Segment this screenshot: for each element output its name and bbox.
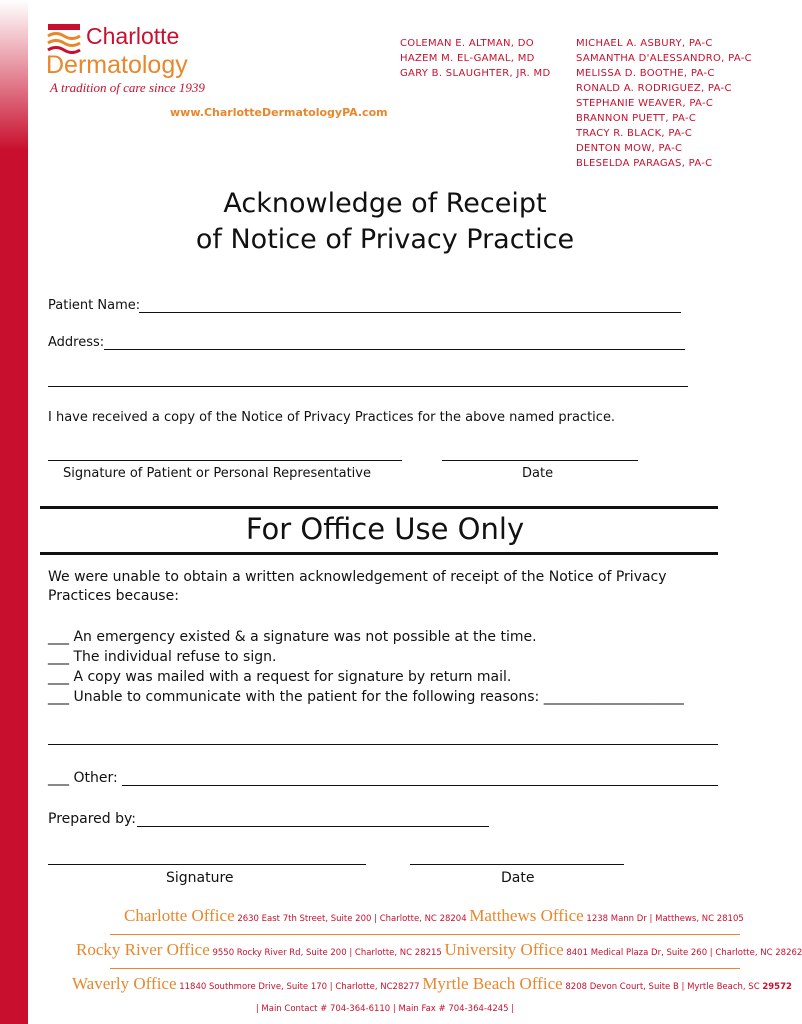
main-contact: Main Contact # 704-364-6110 (261, 1004, 391, 1014)
assistant-list (576, 36, 752, 171)
signature-label: Signature of Patient or Personal Representative (63, 466, 371, 481)
staff-date-label: Date (501, 870, 535, 886)
office-top-rule (40, 506, 718, 509)
assistant-name: SAMANTHA D'ALESSANDRO, PA-C (576, 53, 752, 64)
location-address: 9550 Rocky River Rd, Suite 200 (212, 948, 347, 958)
patient-signature-field[interactable] (48, 460, 402, 461)
staff-signature-field[interactable] (48, 864, 366, 865)
website-link[interactable]: www.CharlotteDermatologyPA.com (170, 106, 388, 119)
location-city: Charlotte, NC 28215 (354, 948, 442, 958)
location-city: Myrtle Beach, SC (687, 982, 760, 992)
footer-divider (110, 934, 740, 935)
location-city: Charlotte, NC28277 (335, 982, 420, 992)
location-row-2: Rocky River Office 9550 Rocky River Rd, Suite 200 | Charlotte, NC 28215 University Office 8401 Medical Plaza Dr, Suite 260 | Charlotte, NC 28262 (76, 940, 802, 959)
document-title (0, 186, 770, 258)
title-line-2: of Notice of Privacy Practice (195, 224, 575, 255)
logo-name-top: Charlotte (86, 23, 180, 49)
assistant-name: DENTON MOW, PA-C (576, 143, 683, 154)
title-line-1: Acknowledge of Receipt (223, 188, 547, 219)
office-use-title: For Office Use Only (245, 512, 525, 546)
prepared-by-field[interactable] (137, 826, 489, 827)
address-label: Address: (48, 335, 105, 350)
physician-name: HAZEM M. EL-GAMAL, MD (400, 53, 535, 64)
location-address: 8208 Devon Court, Suite B (565, 982, 679, 992)
location-zip: 29572 (762, 982, 792, 992)
assistant-name: BRANNON PUETT, PA-C (576, 113, 697, 124)
assistant-name: TRACY R. BLACK, PA-C (576, 128, 693, 139)
assistant-name: BLESELDA PARAGAS, PA-C (576, 158, 713, 169)
location-address: 1238 Mann Dr (586, 914, 647, 924)
assistant-name: STEPHANIE WEAVER, PA-C (576, 98, 714, 109)
location-address: 2630 East 7th Street, Suite 200 (237, 914, 372, 924)
location-name: Waverly Office (72, 974, 177, 993)
contact-line: | Main Contact # 704-364-6110 | Main Fax # 704-364-4245 | (255, 1004, 515, 1014)
reason-line[interactable] (48, 744, 718, 745)
address-field[interactable] (104, 349, 685, 350)
option-refused[interactable]: ___ The individual refuse to sign. (48, 649, 277, 665)
logo-tagline: A tradition of care since 1939 (50, 80, 205, 95)
footer-divider (110, 968, 740, 969)
physician-name: COLEMAN E. ALTMAN, DO (400, 38, 534, 49)
patient-date-field[interactable] (442, 460, 638, 461)
option-other-field[interactable] (122, 785, 718, 786)
physician-name: GARY B. SLAUGHTER, JR. MD (400, 68, 551, 79)
assistant-name: MELISSA D. BOOTHE, PA-C (576, 68, 715, 79)
option-emergency[interactable]: ___ An emergency existed & a signature was not possible at the time. (48, 629, 537, 645)
option-unable-communicate[interactable]: ___ Unable to communicate with the patient for the following reasons: ____________________ (48, 689, 684, 705)
location-city: Matthews, NC 28105 (655, 914, 744, 924)
physician-list (400, 36, 550, 81)
location-name: University Office (444, 940, 564, 959)
office-bottom-rule (40, 552, 718, 555)
location-name: Matthews Office (469, 906, 584, 925)
patient-name-label: Patient Name: (48, 298, 141, 313)
staff-date-field[interactable] (410, 864, 624, 865)
location-city: Charlotte, NC 28262 (715, 948, 802, 958)
option-other-label: ___ Other: (48, 770, 118, 786)
assistant-name: RONALD A. RODRIGUEZ, PA-C (576, 83, 732, 94)
logo-name-bottom: Dermatology (46, 51, 188, 79)
location-name: Rocky River Office (76, 940, 210, 959)
location-address: 11840 Southmore Drive, Suite 170 (179, 982, 328, 992)
date-label: Date (522, 466, 554, 481)
option-mailed[interactable]: ___ A copy was mailed with a request for signature by return mail. (48, 669, 512, 685)
main-fax: Main Fax # 704-364-4245 (398, 1004, 509, 1014)
location-city: Charlotte, NC 28204 (379, 914, 467, 924)
location-row-1: Charlotte Office 2630 East 7th Street, Suite 200 | Charlotte, NC 28204 Matthews Office 1238 Mann Dr | Matthews, NC 28105 (124, 906, 744, 925)
red-bar-fade (0, 0, 28, 150)
staff-signature-label: Signature (166, 870, 234, 886)
receipt-statement: I have received a copy of the Notice of Privacy Practices for the above named practice. (48, 410, 616, 425)
patient-name-field[interactable] (139, 312, 681, 313)
location-name: Charlotte Office (124, 906, 235, 925)
assistant-name: MICHAEL A. ASBURY, PA-C (576, 38, 713, 49)
prepared-by-label: Prepared by: (48, 811, 136, 827)
location-address: 8401 Medical Plaza Dr, Suite 260 (566, 948, 708, 958)
location-name: Myrtle Beach Office (422, 974, 563, 993)
address-field-line-2[interactable] (48, 386, 688, 387)
office-intro: We were unable to obtain a written acknowledgement of receipt of the Notice of Privacy Practices because: (48, 569, 667, 604)
location-row-3: Waverly Office 11840 Southmore Drive, Suite 170 | Charlotte, NC28277 Myrtle Beach Office 8208 Devon Court, Suite B | Myrtle Beach, SC 29572 (72, 974, 792, 993)
